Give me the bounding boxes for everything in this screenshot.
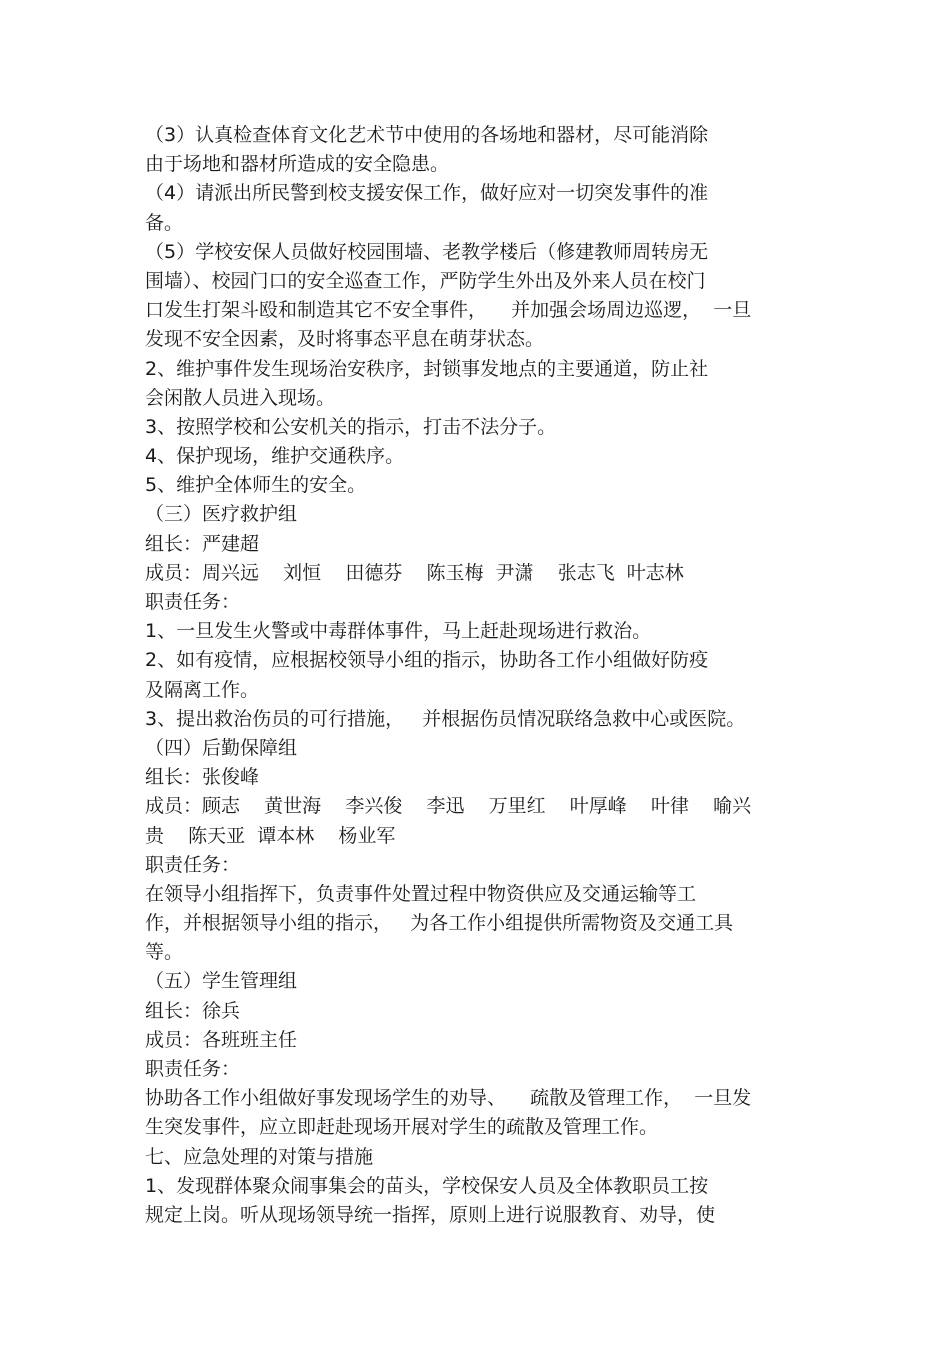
section-heading: （四）后勤保障组 (145, 736, 298, 759)
text-line: 贵 陈天亚 谭本林 杨业军 (145, 824, 396, 847)
text-line: 口发生打架斗殴和制造其它不安全事件， 并加强会场周边巡逻， 一旦 (145, 299, 752, 322)
text-line: 组长：严建超 (145, 532, 260, 555)
text-line: 1、发现群体聚众闹事集会的苗头，学校保安人员及全体教职员工按 (145, 1174, 709, 1197)
text-line: 组长：张俊峰 (145, 766, 260, 789)
text-line: 3、提出救治伤员的可行措施， 并根据伤员情况联络急救中心或医院。 (145, 707, 746, 730)
text-line: 发现不安全因素，及时将事态平息在萌芽状态。 (145, 328, 545, 351)
text-line: 职责任务： (145, 853, 241, 876)
text-line: 等。 (145, 941, 184, 964)
text-line: （3）认真检查体育文化艺术节中使用的各场地和器材，尽可能消除 (145, 124, 709, 146)
text-line: 生突发事件，应立即赶赴现场开展对学生的疏散及管理工作。 (145, 1116, 659, 1139)
text-line: 会闲散人员进入现场。 (145, 386, 336, 409)
text-line: 2、维护事件发生现场治安秩序，封锁事发地点的主要通道，防止社 (145, 357, 709, 380)
text-line: 职责任务： (145, 1058, 241, 1080)
text-line: 4、保护现场，维护交通秩序。 (145, 445, 405, 468)
section-heading: （五）学生管理组 (145, 970, 298, 993)
section-heading: 七、应急处理的对策与措施 (145, 1145, 374, 1168)
text-line: 2、如有疫情，应根据校领导小组的指示，协助各工作小组做好防疫 (145, 649, 709, 672)
text-line: 1、一旦发生火警或中毒群体事件，马上赶赴现场进行救治。 (145, 620, 652, 643)
text-line: 职责任务： (145, 591, 241, 613)
section-heading: （三）医疗救护组 (145, 503, 298, 526)
text-line: 由于场地和器材所造成的安全隐患。 (145, 153, 450, 176)
document-body (145, 121, 815, 1230)
text-line: 围墙）、校园门口的安全巡查工作，严防学生外出及外来人员在校门 (145, 269, 706, 292)
text-line: 5、维护全体师生的安全。 (145, 474, 367, 497)
text-line: 及隔离工作。 (145, 678, 260, 701)
text-line: 协助各工作小组做好事发现场学生的劝导、 疏散及管理工作， 一旦发 (145, 1087, 752, 1110)
text-line: （5）学校安保人员做好校园围墙、老教学楼后（修建教师周转房无 (145, 240, 709, 263)
text-line: 成员：各班班主任 (145, 1028, 298, 1051)
text-line: 组长：徐兵 (145, 999, 241, 1022)
text-line: （4）请派出所民警到校支援安保工作，做好应对一切突发事件的准 (145, 182, 709, 205)
text-line: 成员：顾志 黄世海 李兴俊 李迅 万里红 叶厚峰 叶律 喻兴 (145, 795, 752, 818)
text-line: 备。 (145, 211, 184, 234)
text-line: 3、按照学校和公安机关的指示，打击不法分子。 (145, 415, 557, 438)
text-line: 在领导小组指挥下，负责事件处置过程中物资供应及交通运输等工 (145, 882, 697, 905)
text-line: 规定上岗。听从现场领导统一指挥，原则上进行说服教育、劝导，使 (145, 1203, 716, 1226)
text-line: 作，并根据领导小组的指示， 为各工作小组提供所需物资及交通工具 (145, 912, 734, 935)
text-line: 成员：周兴远 刘恒 田德芬 陈玉梅 尹潇 张志飞 叶志林 (145, 561, 684, 584)
